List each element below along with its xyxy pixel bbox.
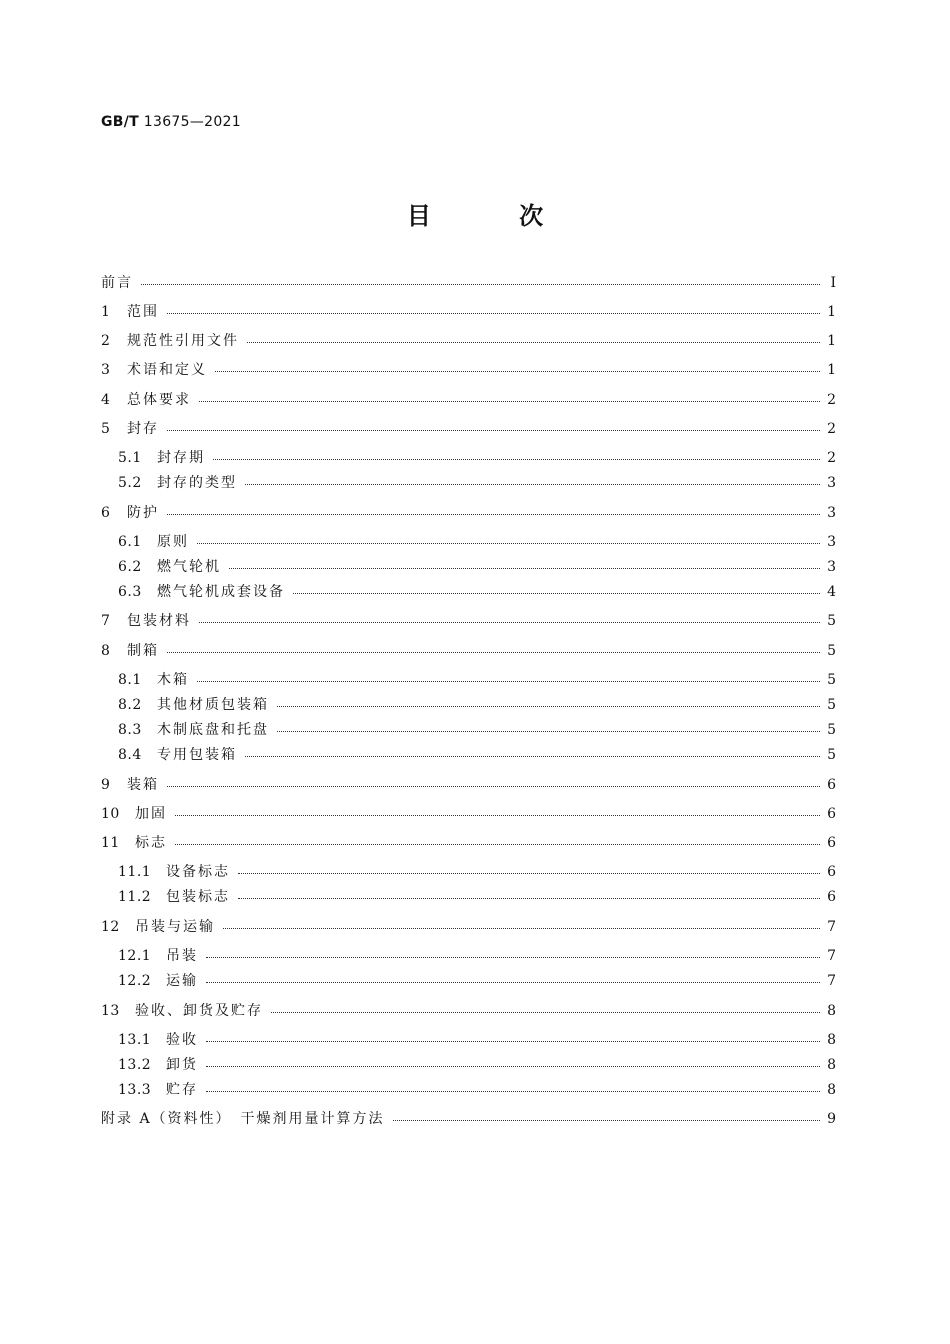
toc-leader-dots	[277, 695, 820, 715]
toc-leader-dots	[199, 611, 820, 631]
toc-leader-dots	[206, 1080, 820, 1100]
toc-entry-page: 6	[827, 864, 836, 880]
toc-entry-number: 13	[101, 1003, 120, 1019]
toc-entry-title: 装箱	[127, 777, 159, 793]
toc-entry-page: 3	[827, 505, 836, 521]
toc-leader-dots	[206, 1030, 820, 1050]
toc-entry[interactable]	[118, 971, 836, 991]
toc-entry-number: 11	[101, 835, 120, 851]
toc-leader-dots	[167, 419, 820, 439]
toc-leader-dots	[245, 745, 820, 765]
toc-entry[interactable]	[118, 557, 836, 577]
toc-entry[interactable]	[101, 503, 836, 523]
toc-entry-title: 卸货	[166, 1057, 198, 1073]
toc-leader-dots	[229, 557, 820, 577]
toc-entry-number: 3	[101, 362, 111, 378]
toc-entry-number: 6.3	[118, 584, 142, 600]
toc-entry[interactable]	[118, 448, 836, 468]
toc-entry-number: 8.1	[118, 672, 142, 688]
toc-entry-number: 5	[101, 421, 111, 437]
toc-entry[interactable]	[101, 419, 836, 439]
toc-entry-number: 6	[101, 505, 111, 521]
toc-entry-page: 5	[827, 697, 836, 713]
toc-entry[interactable]	[118, 473, 836, 493]
toc-entry[interactable]	[101, 1109, 836, 1129]
toc-entry-title: 规范性引用文件	[127, 333, 239, 349]
toc-entry-title: 封存期	[157, 450, 205, 466]
toc-entry-number: 8.2	[118, 697, 142, 713]
toc-entry-title: 包装材料	[127, 613, 191, 629]
toc-entry-page: 6	[827, 889, 836, 905]
toc-entry-page: Ⅰ	[830, 275, 836, 291]
toc-leader-dots	[293, 582, 820, 602]
toc-entry-title: 附录 A（资料性） 干燥剂用量计算方法	[101, 1111, 385, 1127]
toc-entry-page: 5	[827, 672, 836, 688]
toc-entry-number: 6.2	[118, 559, 142, 575]
toc-entry[interactable]	[101, 641, 836, 661]
toc-entry-number: 5.2	[118, 475, 142, 491]
toc-entry-title: 吊装	[166, 948, 198, 964]
toc-entry-page: 8	[827, 1082, 836, 1098]
toc-entry-title: 术语和定义	[127, 362, 207, 378]
toc-entry-page: 3	[827, 534, 836, 550]
toc-leader-dots	[175, 833, 820, 853]
toc-entry[interactable]	[101, 360, 836, 380]
toc-entry-title: 设备标志	[166, 864, 230, 880]
toc-entry-page: 6	[827, 777, 836, 793]
toc-leader-dots	[206, 971, 820, 991]
toc-leader-dots	[167, 503, 820, 523]
toc-entry[interactable]	[101, 611, 836, 631]
toc-entry[interactable]	[118, 720, 836, 740]
toc-entry[interactable]	[101, 390, 836, 410]
toc-entry-number: 7	[101, 613, 111, 629]
toc-entry-title: 防护	[127, 505, 159, 521]
toc-entry-number: 9	[101, 777, 111, 793]
toc-leader-dots	[213, 448, 820, 468]
toc-leader-dots	[223, 917, 820, 937]
toc-entry-page: 5	[827, 747, 836, 763]
toc-entry[interactable]	[101, 775, 836, 795]
toc-entry[interactable]	[101, 833, 836, 853]
toc-leader-dots	[238, 887, 820, 907]
toc-leader-dots	[393, 1109, 820, 1129]
toc-entry-title: 总体要求	[127, 392, 191, 408]
toc-entry-number: 12	[101, 919, 120, 935]
toc-entry-title: 燃气轮机	[157, 559, 221, 575]
toc-leader-dots	[247, 331, 820, 351]
toc-entry[interactable]	[101, 804, 836, 824]
toc-entry-page: 7	[827, 973, 836, 989]
toc-entry[interactable]	[118, 582, 836, 602]
toc-entry-page: 2	[827, 450, 836, 466]
toc-entry-page: 8	[827, 1032, 836, 1048]
page-title: 目 次	[406, 202, 584, 230]
toc-entry-page: 7	[827, 948, 836, 964]
toc-entry-number: 5.1	[118, 450, 142, 466]
toc-entry[interactable]	[101, 1001, 836, 1021]
toc-entry[interactable]	[118, 862, 836, 882]
toc-entry-page: 2	[827, 421, 836, 437]
toc-entry-title: 专用包装箱	[157, 747, 237, 763]
toc-entry-number: 8.4	[118, 747, 142, 763]
toc-entry-number: 8.3	[118, 722, 142, 738]
toc-entry-title: 运输	[166, 973, 198, 989]
toc-leader-dots	[271, 1001, 820, 1021]
toc-entry-number: 6.1	[118, 534, 142, 550]
toc-entry[interactable]	[101, 302, 836, 322]
toc-entry-page: 1	[827, 304, 836, 320]
toc-entry[interactable]	[101, 331, 836, 351]
toc-entry-page: 8	[827, 1057, 836, 1073]
toc-entry-number: 12.1	[118, 948, 152, 964]
toc-entry[interactable]	[118, 1030, 836, 1050]
toc-entry-number: 13.1	[118, 1032, 152, 1048]
toc-entry[interactable]	[118, 695, 836, 715]
toc-entry-title: 验收	[166, 1032, 198, 1048]
toc-leader-dots	[245, 473, 820, 493]
toc-entry-title: 其他材质包装箱	[157, 697, 269, 713]
toc-entry-title: 制箱	[127, 643, 159, 659]
toc-entry-title: 包装标志	[166, 889, 230, 905]
toc-entry-page: 2	[827, 392, 836, 408]
toc-leader-dots	[197, 532, 820, 552]
toc-entry[interactable]	[118, 946, 836, 966]
toc-entry-title: 标志	[135, 835, 167, 851]
toc-leader-dots	[215, 360, 820, 380]
toc-entry-title: 木箱	[157, 672, 189, 688]
toc-entry-title: 原则	[157, 534, 189, 550]
toc-entry[interactable]	[101, 917, 836, 937]
toc-leader-dots	[175, 804, 820, 824]
toc-entry-number: 2	[101, 333, 111, 349]
toc-entry[interactable]	[118, 887, 836, 907]
toc-entry-page: 5	[827, 722, 836, 738]
toc-entry-page: 6	[827, 806, 836, 822]
toc-entry-page: 1	[827, 362, 836, 378]
toc-entry-title: 封存	[127, 421, 159, 437]
toc-entry-number: 1	[101, 304, 111, 320]
toc-entry-page: 7	[827, 919, 836, 935]
toc-entry-title: 封存的类型	[157, 475, 237, 491]
toc-entry-title: 验收、卸货及贮存	[135, 1003, 263, 1019]
toc-entry[interactable]	[118, 670, 836, 690]
toc-leader-dots	[197, 670, 820, 690]
toc-leader-dots	[141, 273, 820, 293]
toc-entry-page: 3	[827, 475, 836, 491]
toc-entry-number: 11.2	[118, 889, 152, 905]
toc-entry[interactable]	[118, 1080, 836, 1100]
toc-entry-title: 燃气轮机成套设备	[157, 584, 285, 600]
toc-entry-page: 6	[827, 835, 836, 851]
toc-entry[interactable]	[118, 532, 836, 552]
toc-entry-number: 10	[101, 806, 120, 822]
toc-entry-number: 8	[101, 643, 111, 659]
toc-entry-title: 吊装与运输	[135, 919, 215, 935]
toc-entry-page: 8	[827, 1003, 836, 1019]
standard-prefix: GB/T	[101, 114, 140, 130]
toc-entry[interactable]	[118, 1055, 836, 1075]
toc-entry[interactable]	[101, 273, 836, 293]
toc-entry-page: 5	[827, 643, 836, 659]
toc-leader-dots	[277, 720, 820, 740]
toc-entry-number: 11.1	[118, 864, 152, 880]
toc-entry-number: 12.2	[118, 973, 152, 989]
toc-entry[interactable]	[118, 745, 836, 765]
toc-leader-dots	[199, 390, 820, 410]
toc-entry-number: 4	[101, 392, 111, 408]
toc-leader-dots	[167, 641, 820, 661]
toc-entry-page: 1	[827, 333, 836, 349]
toc-entry-number: 13.2	[118, 1057, 152, 1073]
toc-leader-dots	[167, 302, 820, 322]
toc-entry-page: 5	[827, 613, 836, 629]
toc-entry-title: 范围	[127, 304, 159, 320]
toc-entry-number: 13.3	[118, 1082, 152, 1098]
toc-entry-title: 木制底盘和托盘	[157, 722, 269, 738]
toc-entry-title: 贮存	[166, 1082, 198, 1098]
toc-entry-page: 9	[827, 1111, 836, 1127]
toc-entry-page: 4	[827, 584, 836, 600]
toc-leader-dots	[206, 1055, 820, 1075]
toc-leader-dots	[238, 862, 820, 882]
toc-entry-page: 3	[827, 559, 836, 575]
toc-entry-title: 加固	[135, 806, 167, 822]
toc-leader-dots	[206, 946, 820, 966]
toc-entry-title: 前言	[101, 275, 133, 291]
standard-number: 13675—2021	[143, 114, 241, 130]
toc-leader-dots	[167, 775, 820, 795]
